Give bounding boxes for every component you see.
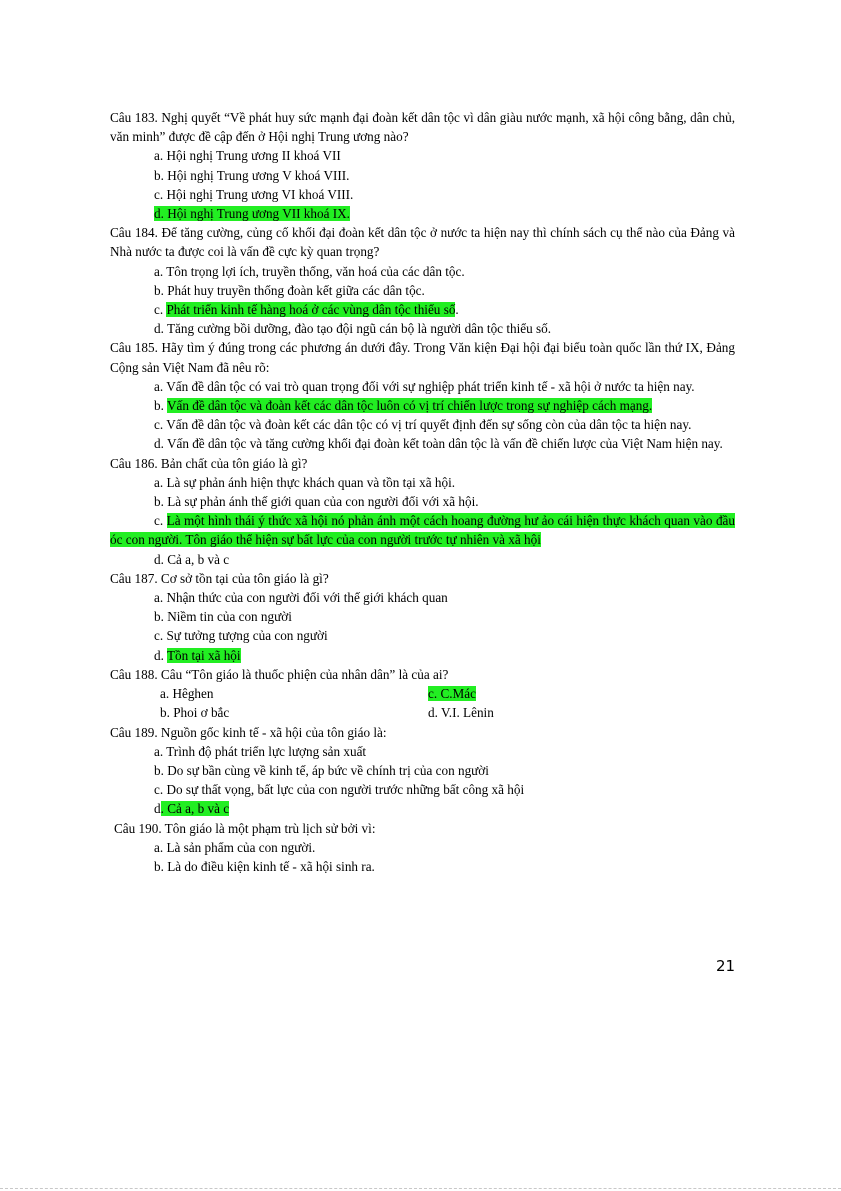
q187-option-d-row [110, 646, 735, 665]
q187-option-d-prefix: d. [154, 647, 167, 663]
question-185: Câu 185. Hãy tìm ý đúng trong các phương án dưới đây. Trong Văn kiện Đại hội đại biểu toàn quốc lần thứ IX, Đảng Cộng sản Việt Nam đã nêu rõ: [110, 340, 735, 375]
q186-option-d: d. Cả a, b và c [154, 551, 230, 567]
q186-option-b: b. Là sự phản ánh thế giới quan của con người đối với xã hội. [154, 494, 479, 510]
question-186: Câu 186. Bản chất của tôn giáo là gì? [110, 455, 308, 471]
q185-option-c: c. Vấn đề dân tộc và đoàn kết các dân tộc có vị trí quyết định đến sự sống còn của dân tộc ta hiện nay. [154, 417, 692, 433]
q186-option-c-row [110, 511, 735, 549]
q185-option-b: Vấn đề dân tộc và đoàn kết các dân tộc luôn có vị trí chiến lược trong sự nghiệp cách mạng. [166, 398, 653, 414]
q188-options-row-1 [110, 684, 735, 703]
page-number: 21 [716, 957, 736, 975]
q189-option-d-prefix: d [154, 801, 161, 817]
question-183: Câu 183. Nghị quyết “Về phát huy sức mạnh đại đoàn kết dân tộc vì dân giàu nước mạnh, xã hội công bằng, dân chủ, văn minh” được đề cập đến ở Hội nghị Trung ương nào? [110, 110, 735, 145]
q183-option-c: c. Hội nghị Trung ương VI khoá VIII. [154, 186, 354, 202]
q188-option-d: d. V.I. Lênin [428, 705, 494, 721]
q189-option-c: c. Do sự thất vọng, bất lực của con người trước những bất công xã hội [154, 782, 525, 798]
q188-option-a: a. Hêghen [160, 686, 214, 702]
q187-option-a: a. Nhận thức của con người đối với thế giới khách quan [154, 590, 448, 606]
q187-option-b: b. Niềm tin của con người [154, 609, 292, 625]
q184-option-c-row [110, 300, 735, 319]
q185-option-b-row [110, 396, 735, 415]
q183-option-d: d. Hội nghị Trung ương VII khoá IX. [154, 206, 350, 222]
q189-option-a: a. Trình độ phát triển lực lượng sản xuất [154, 743, 367, 759]
q185-option-a: a. Vấn đề dân tộc có vai trò quan trọng đối với sự nghiệp phát triển kinh tế - xã hội ở nước ta hiện nay. [154, 378, 695, 394]
q189-option-d-row [110, 799, 735, 818]
q188-option-b: b. Phoi ơ bắc [160, 705, 230, 721]
question-190: Câu 190. Tôn giáo là một phạm trù lịch sử bởi vì: [114, 820, 376, 836]
q189-option-b: b. Do sự bần cùng về kinh tế, áp bức về chính trị của con người [154, 762, 489, 778]
q186-option-a: a. Là sự phản ánh hiện thực khách quan và tồn tại xã hội. [154, 474, 456, 490]
q183-option-a: a. Hội nghị Trung ương II khoá VII [154, 148, 341, 164]
q185-option-b-prefix: b. [154, 398, 167, 414]
q184-option-c-prefix: c. [154, 302, 167, 318]
page-content [110, 108, 735, 876]
q189-option-d: . Cả a, b và c [160, 801, 230, 817]
q185-option-d: d. Vấn đề dân tộc và tăng cường khối đại đoàn kết toàn dân tộc là vấn đề chiến lược của Việt Nam hiện nay. [154, 436, 723, 452]
q186-option-c-prefix: c. [154, 513, 167, 529]
question-187: Câu 187. Cơ sở tồn tại của tôn giáo là gì? [110, 570, 329, 586]
question-189: Câu 189. Nguồn gốc kinh tế - xã hội của tôn giáo là: [110, 724, 387, 740]
q184-option-d: d. Tăng cường bồi dưỡng, đào tạo đội ngũ cán bộ là người dân tộc thiểu số. [154, 321, 552, 337]
q184-option-a: a. Tôn trọng lợi ích, truyền thống, văn hoá của các dân tộc. [154, 263, 465, 279]
q184-option-c: Phát triển kinh tế hàng hoá ở các vùng dân tộc thiểu số [166, 302, 456, 318]
q190-option-b: b. Là do điều kiện kinh tế - xã hội sinh ra. [154, 858, 375, 874]
q188-option-c: c. C.Mác [428, 686, 476, 702]
q190-option-a: a. Là sản phẩm của con người. [154, 839, 316, 855]
question-184: Câu 184. Để tăng cường, củng cố khối đại đoàn kết dân tộc ở nước ta hiện nay thì chính sách cụ thể nào của Đảng và Nhà nước ta được coi là vấn đề cực kỳ quan trọng? [110, 225, 735, 260]
q183-option-d-row [110, 204, 735, 223]
q186-option-c: Là một hình thái ý thức xã hội nó phản ánh một cách hoang đường hư ảo cái hiện thực khách quan vào đầu óc con người. Tôn giáo thể hiện sự bất lực của con người trước tự nhiên và xã hội [110, 513, 735, 548]
q187-option-c: c. Sự tưởng tượng của con người [154, 628, 328, 644]
page-bottom-divider [0, 1188, 841, 1189]
q184-option-c-suffix: . [455, 302, 459, 318]
q188-options-row-2 [110, 703, 735, 722]
question-188: Câu 188. Câu “Tôn giáo là thuốc phiện của nhân dân” là của ai? [110, 666, 449, 682]
q184-option-b: b. Phát huy truyền thống đoàn kết giữa các dân tộc. [154, 282, 425, 298]
q187-option-d: Tồn tại xã hội [166, 647, 241, 663]
q183-option-b: b. Hội nghị Trung ương V khoá VIII. [154, 167, 350, 183]
